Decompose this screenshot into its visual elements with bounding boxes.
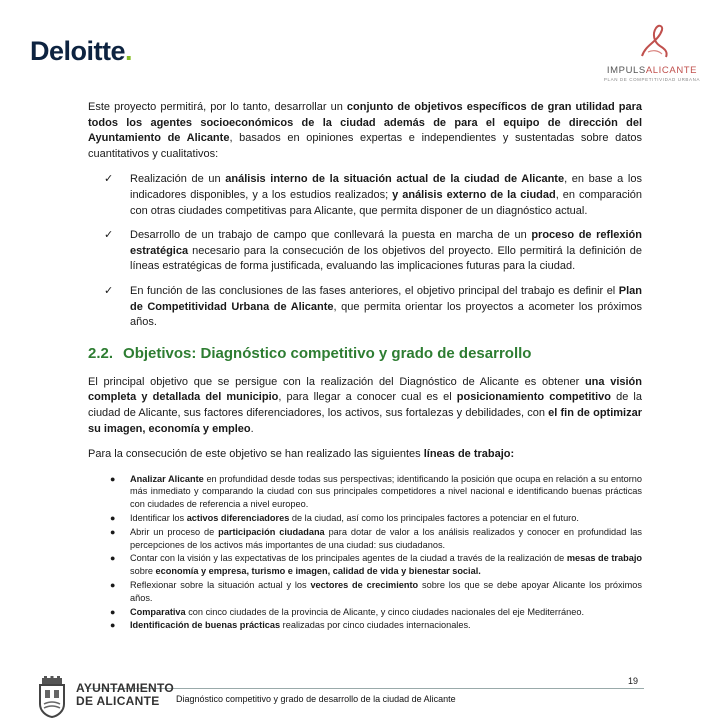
page-number: 19 bbox=[628, 676, 639, 686]
section-heading bbox=[88, 345, 642, 363]
page-content bbox=[88, 100, 642, 633]
objective-paragraph: El principal objetivo que se persigue con la realización del Diagnóstico de Alicante es obtener una visión completa y detallada del municipio, para llegar a conocer cual es el posicionamiento competitivo de la ciudad de Alicante, sus factores diferenciadores, los activos, sus fortalezas y debilidades, con el fin de optimizar su imagen, economía y empleo. bbox=[88, 375, 642, 435]
list-item: ● Identificar los activos diferenciadores de la ciudad, así como los principales factores a potenciar en el futuro. bbox=[110, 513, 579, 524]
list-item: ● Comparativa con cinco ciudades de la provincia de Alicante, y cinco ciudades nacionales del eje Mediterráneo. bbox=[110, 606, 585, 617]
check-item: ✓ Desarrollo de un trabajo de campo que conllevará la puesta en marcha de un proceso de reflexión estratégica necesario para la consecución de los objetivos del proyecto. Ello permitirá la definición de líneas estratégicas de forma justificada, evaluando las implicaciones futuras para la ciudad. bbox=[104, 229, 642, 273]
bullet-icon: ● bbox=[110, 473, 116, 484]
coat-of-arms-icon bbox=[36, 676, 68, 718]
work-lines-intro: Para la consecución de este objetivo se han realizado las siguientes líneas de trabajo: bbox=[88, 448, 515, 461]
bullet-icon: ● bbox=[110, 526, 116, 537]
ayuntamiento-logo bbox=[36, 676, 176, 720]
section-number: 2.2. bbox=[88, 344, 114, 362]
list-item: ● Contar con la visión y las expectativas de los principales agentes de la ciudad a través de la realización de mesas de trabajo sobre economía y empresa, turismo e imagen, calidad de vida y bienestar social. bbox=[110, 553, 642, 577]
checklist bbox=[88, 172, 642, 330]
footer-title: Diagnóstico competitivo y grado de desarrollo de la ciudad de Alicante bbox=[176, 694, 456, 704]
list-item: ● Abrir un proceso de participación ciudadana para dotar de valor a los análisis realizados y conocer en profundidad las percepciones de los activos más importantes de una ciudad: sus ciudadanos. bbox=[110, 526, 643, 550]
deloitte-logo: Deloitte. bbox=[30, 36, 133, 66]
checkmark-icon: ✓ bbox=[104, 284, 114, 297]
check-item: ✓ Realización de un análisis interno de la situación actual de la ciudad de Alicante, en base a los indicadores disponibles, y a los estudios realizados; y análisis externo de la ciudad, en comparación con otras ciudades competitivas para Alicante, que permita disponer de un diagnóstico actual. bbox=[104, 173, 642, 217]
work-lines-list bbox=[88, 473, 642, 633]
impulsa-subtitle: PLAN DE COMPETITIVIDAD URBANA bbox=[603, 77, 701, 82]
list-item: ● Analizar Alicante en profundidad desde todas sus perspectivas; identificando la posición que ocupa en relación a su entorno más inmediato y comparando la ciudad con sus principales competidores a nivel nacional e identificando buenas prácticas con ciudades de referencia a nivel europeo. bbox=[110, 473, 642, 510]
checkmark-icon: ✓ bbox=[104, 173, 114, 186]
checkmark-icon: ✓ bbox=[104, 229, 114, 242]
intro-paragraph: Este proyecto permitirá, por lo tanto, desarrollar un conjunto de objetivos específicos de gran utilidad para todos los agentes socioeconómicos de la ciudad además de para el equipo de dirección del Ayuntamiento de Alicante, basados en opiniones expertas e independientes y sustentadas sobre datos cuantitativos y cualitativos: bbox=[88, 101, 642, 160]
check-item: ✓ En función de las conclusiones de las fases anteriores, el objetivo principal del trabajo es definir el Plan de Competitividad Urbana de Alicante, que permita orientar los proyectos a acometer los próximos años. bbox=[104, 284, 642, 329]
impulsa-mark-icon bbox=[632, 22, 672, 60]
impulsa-alicante-logo bbox=[596, 22, 708, 82]
bullet-icon: ● bbox=[110, 553, 116, 564]
impulsa-wordmark: IMPULSALICANTE bbox=[606, 65, 698, 76]
bullet-icon: ● bbox=[110, 580, 116, 591]
bullet-icon: ● bbox=[110, 513, 116, 524]
list-item: ● Identificación de buenas prácticas realizadas por cinco ciudades internacionales. bbox=[110, 620, 471, 631]
ayuntamiento-wordmark: AYUNTAMIENTO DE ALICANTE bbox=[76, 681, 175, 708]
bullet-icon: ● bbox=[110, 620, 116, 631]
bullet-icon: ● bbox=[110, 606, 116, 617]
section-title: Objetivos: Diagnóstico competitivo y grado de desarrollo bbox=[123, 344, 532, 362]
list-item: ● Reflexionar sobre la situación actual y los vectores de crecimiento sobre los que se debe apoyar Alicante los próximos años. bbox=[110, 580, 642, 603]
